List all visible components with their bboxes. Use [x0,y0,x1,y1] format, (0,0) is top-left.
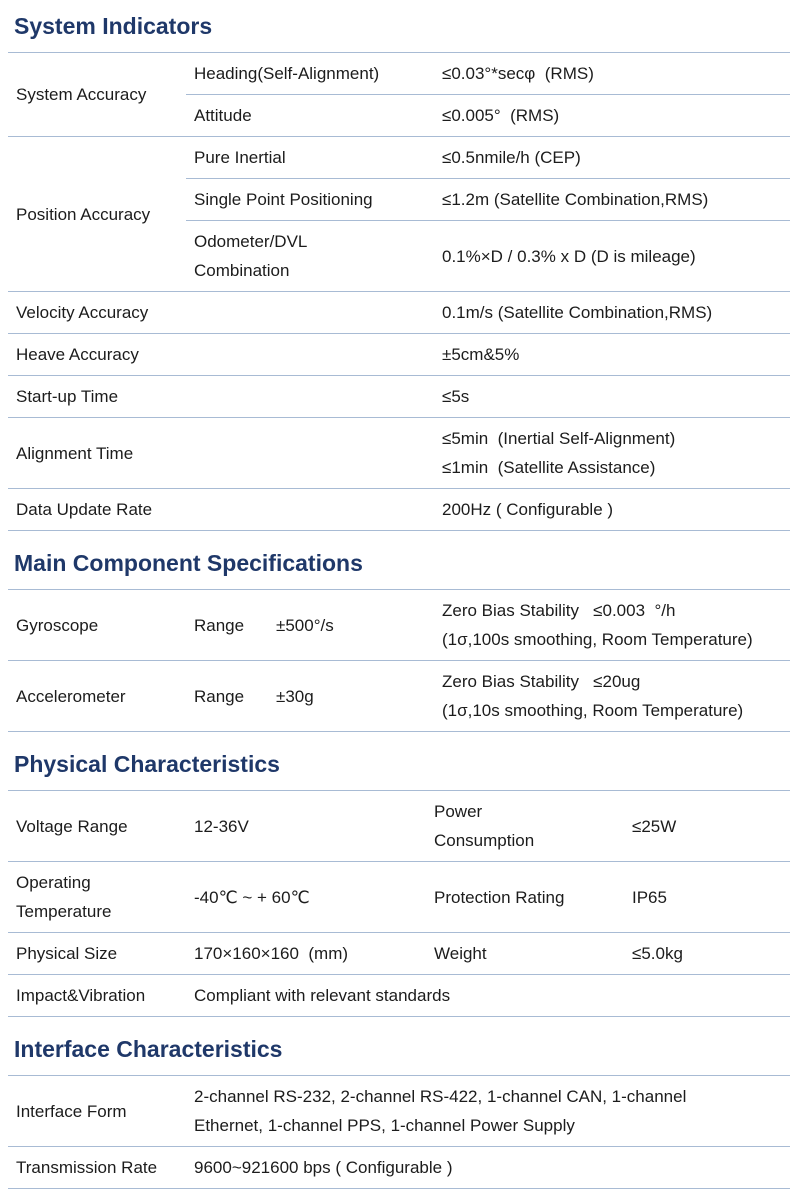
section-title-physical: Physical Characteristics [14,751,280,777]
spec-value-line: ≤5min (Inertial Self-Alignment) [442,429,676,448]
spec-label-line: Operating [16,873,91,892]
spec-value: IP65 [632,887,667,907]
spec-label [8,862,186,933]
spec-subname: Attitude [194,106,252,125]
spec-subname-line: Odometer/DVL [194,232,308,251]
spec-value: 12-36V [194,816,249,836]
spec-label [426,791,624,862]
spec-value: 9600~921600 bps ( Configurable ) [194,1158,453,1177]
spec-label: Voltage Range [16,816,128,836]
spec-value: 0.1m/s (Satellite Combination,RMS) [442,303,713,322]
spec-value-line: ≤1min (Satellite Assistance) [442,458,656,477]
spec-subname: Single Point Positioning [194,190,373,209]
section-title-interface: Interface Characteristics [14,1036,283,1062]
spec-value: ≤5s [442,387,470,406]
spec-label: Alignment Time [16,443,134,463]
spec-value [434,590,790,661]
table-row [8,53,790,95]
spec-value: ≤0.005° (RMS) [442,106,560,125]
spec-subname: Pure Inertial [194,148,286,167]
spec-value: 0.1%×D / 0.3% x D (D is mileage) [442,246,696,266]
spec-label: System Accuracy [16,85,147,104]
table-row [8,590,790,661]
physical-table [8,790,790,1017]
spec-subname [186,221,434,292]
spec-value-line: (1σ,10s smoothing, Room Temperature) [442,701,744,720]
table-row [8,418,790,489]
spec-value-line: Ethernet, 1-channel PPS, 1-channel Power Supply [194,1116,575,1135]
table-row [8,791,790,862]
table-row [8,862,790,933]
spec-value: ±5cm&5% [442,345,520,364]
spec-value [434,661,790,732]
spec-value-line: (1σ,100s smoothing, Room Temperature) [442,630,753,649]
spec-label-line: Temperature [16,902,112,921]
spec-value: ≤25W [632,816,677,836]
spec-label: Impact&Vibration [16,986,146,1005]
range-value: ±500°/s [276,615,334,635]
range-label: Range [194,615,245,635]
spec-value: ≤1.2m (Satellite Combination,RMS) [442,190,709,209]
spec-value: -40℃ ~ + 60℃ [194,887,310,907]
spec-subname: Heading(Self-Alignment) [194,64,380,83]
spec-value-line: 2-channel RS-232, 2-channel RS-422, 1-channel CAN, 1-channel [194,1087,687,1106]
table-row [8,334,790,376]
spec-label: Interface Form [16,1101,127,1121]
range-label: Range [194,686,245,706]
spec-label: Data Update Rate [16,500,153,519]
spec-label: Velocity Accuracy [16,303,149,322]
table-row [8,137,790,179]
table-row [8,1147,790,1189]
table-row [8,1076,790,1147]
table-row [8,661,790,732]
spec-label: Heave Accuracy [16,345,139,364]
system-indicators-table [8,52,790,531]
table-row [8,933,790,975]
spec-label: Transmission Rate [16,1158,158,1177]
spec-value: Compliant with relevant standards [194,986,451,1005]
spec-value: ≤0.03°*secφ (RMS) [442,64,594,83]
spec-label: Physical Size [16,944,118,963]
spec-value: ≤0.5nmile/h (CEP) [442,148,581,167]
spec-value: 170×160×160 (mm) [194,944,349,963]
spec-label: Protection Rating [434,887,565,907]
interface-table [8,1075,790,1189]
spec-label: Position Accuracy [16,204,151,224]
spec-value [434,418,790,489]
spec-subname-line: Combination [194,261,290,280]
spec-label: Start-up Time [16,387,119,406]
spec-value [186,1076,790,1147]
section-title-main-component: Main Component Specifications [14,550,363,576]
table-row [8,376,790,418]
spec-label: Gyroscope [16,615,99,635]
spec-value: 200Hz ( Configurable ) [442,500,614,519]
range-value: ±30g [276,686,314,706]
table-row [8,975,790,1017]
spec-value-line: Zero Bias Stability ≤20ug [442,672,641,691]
spec-label: Weight [434,944,487,963]
spec-label-line: Power [434,802,483,821]
table-row [8,489,790,531]
table-row [8,292,790,334]
spec-value-line: Zero Bias Stability ≤0.003 °/h [442,601,676,620]
main-component-table [8,589,790,732]
spec-label: Accelerometer [16,686,126,706]
spec-label-line: Consumption [434,831,535,850]
spec-value: ≤5.0kg [632,944,683,963]
section-title-system-indicators: System Indicators [14,13,213,39]
